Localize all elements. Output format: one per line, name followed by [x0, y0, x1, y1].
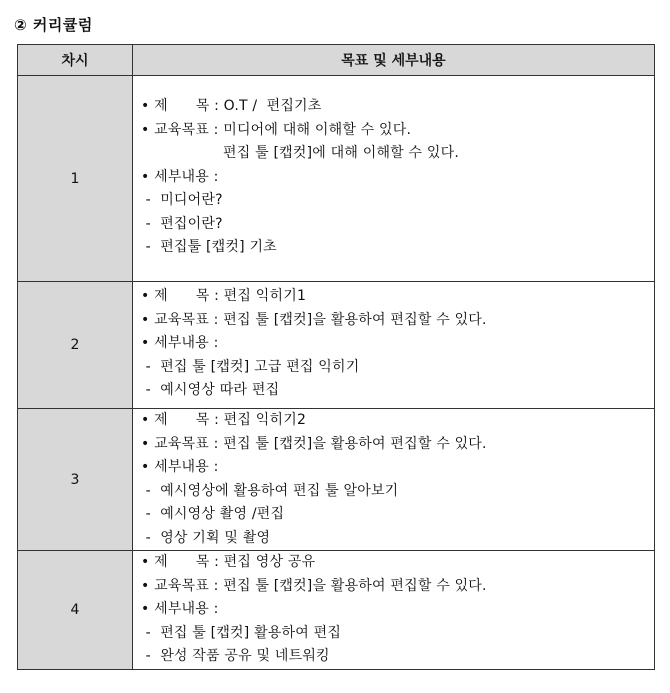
curriculum-table	[17, 44, 655, 670]
bullet-item: • 제 목 : 편집 익히기1	[141, 288, 307, 304]
detail-item: - 예시영상에 활용하여 편집 툴 알아보기	[141, 482, 399, 499]
detail-item: - 편집이란?	[141, 215, 223, 232]
session-number: 1	[18, 76, 133, 282]
detail-item: - 완성 작품 공유 및 네트워킹	[141, 648, 330, 664]
session-content	[133, 551, 655, 670]
table-row	[18, 282, 655, 409]
detail-item: - 편집 툴 [캡컷] 활용하여 편집	[141, 624, 342, 641]
bullet-item: • 세부내용 :	[141, 601, 219, 617]
header-session: 차시	[18, 45, 133, 76]
detail-item: - 영상 기획 및 촬영	[141, 529, 271, 546]
table-row	[18, 551, 655, 670]
detail-item: - 예시영상 촬영 /편집	[141, 506, 285, 522]
detail-item: - 편집 툴 [캡컷] 고급 편집 익히기	[141, 358, 360, 375]
session-content	[133, 282, 655, 409]
bullet-item: • 세부내용 :	[141, 459, 219, 475]
goal-continuation: 편집 툴 [캡컷]에 대해 이해할 수 있다.	[223, 145, 460, 161]
bullet-item: • 세부내용 :	[141, 335, 219, 351]
detail-item: - 미디어란?	[141, 192, 223, 208]
session-content	[133, 76, 655, 282]
session-content	[133, 409, 655, 551]
header-row	[18, 45, 655, 76]
bullet-item: • 교육목표 : 미디어에 대해 이해할 수 있다.	[141, 121, 412, 138]
session-number: 3	[18, 409, 133, 551]
bullet-item: • 교육목표 : 편집 툴 [캡컷]을 활용하여 편집할 수 있다.	[141, 435, 487, 452]
table-row	[18, 409, 655, 551]
bullet-item: • 세부내용 :	[141, 168, 219, 185]
table-row	[18, 76, 655, 282]
bullet-item: • 교육목표 : 편집 툴 [캡컷]을 활용하여 편집할 수 있다.	[141, 311, 487, 328]
session-number: 4	[18, 551, 133, 670]
session-number: 2	[18, 282, 133, 409]
bullet-item: • 제 목 : O.T / 편집기초	[141, 98, 322, 114]
detail-item: - 편집툴 [캡컷] 기초	[141, 239, 277, 255]
detail-item: - 예시영상 따라 편집	[141, 382, 280, 398]
bullet-item: • 제 목 : 편집 익히기2	[141, 412, 307, 428]
section-heading: ② 커리큘럼	[14, 16, 93, 34]
bullet-item: • 교육목표 : 편집 툴 [캡컷]을 활용하여 편집할 수 있다.	[141, 577, 487, 594]
bullet-item: • 제 목 : 편집 영상 공유	[141, 554, 316, 570]
header-content: 목표 및 세부내용	[133, 45, 655, 76]
